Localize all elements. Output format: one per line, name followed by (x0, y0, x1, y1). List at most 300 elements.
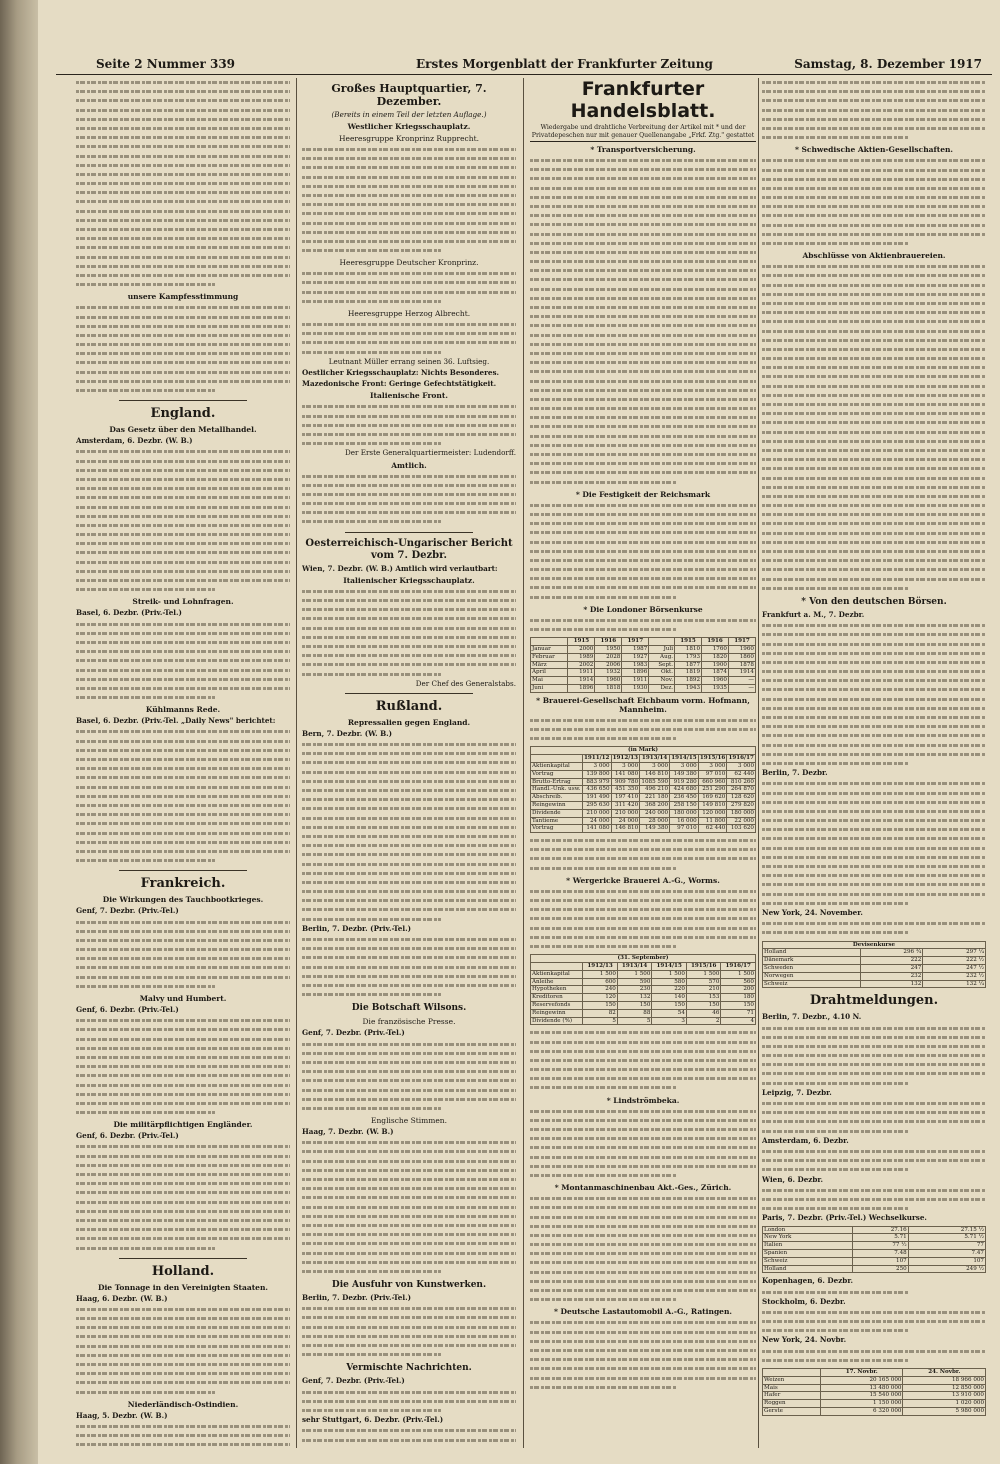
table-row (763, 980, 986, 988)
table-row (763, 1234, 986, 1242)
table-cell: 150 (652, 1001, 687, 1009)
table-cell: Hafer (763, 1392, 821, 1400)
column-3-handelsblatt (530, 78, 756, 1448)
dateline: Genf, 6. Dezbr. (Priv.-Tel.) (76, 1005, 179, 1014)
page-number: Seite 2 Nummer 339 (96, 57, 236, 71)
table-cell: 97 010 (698, 770, 727, 778)
article-heading: * Wergericke Brauerei A.-G., Worms. (566, 875, 720, 885)
table-cell: 150 (583, 1001, 618, 1009)
table-row (531, 1001, 756, 1009)
table-cell: 210 (686, 986, 721, 994)
table-header-cell: 1913/14 (617, 962, 652, 970)
table-cell: 141 080 (582, 825, 611, 833)
table-cell: 139 800 (582, 770, 611, 778)
table-cell: 1932 (595, 669, 622, 677)
dateline: Genf, 6. Dezbr. (Priv.-Tel.) (76, 1131, 179, 1141)
dateline: Stockholm, 6. Dezbr. (762, 1296, 846, 1306)
table-cell: 810 260 (727, 778, 756, 786)
table-cell: 141 080 (611, 770, 640, 778)
table-cell: Kreditoren (531, 994, 583, 1002)
reprint-notice: Wiedergabe und drahtliche Verbreitung der Artikel mit * und der Privatdepeschen nur mit genauer Quellenangabe „Frkf. Ztg." gestattet (530, 124, 756, 142)
column-1 (76, 78, 290, 1448)
table-cell: Juli (649, 645, 675, 653)
table-cell: 570 (686, 978, 721, 986)
table-cell: 1892 (675, 677, 702, 685)
table-row (531, 978, 756, 986)
dateline: Genf, 7. Dezbr. (Priv.-Tel.) (302, 1028, 405, 1038)
dateline: Berlin, 7. Dezbr., 4.10 N. (762, 1012, 862, 1022)
table-row (531, 645, 756, 653)
subheading: Repressalien gegen England. (347, 717, 471, 727)
table-cell: 169 620 (698, 794, 727, 802)
table-cell: 1 500 (721, 970, 756, 978)
table-cell: 28 000 (640, 817, 670, 825)
table-cell: 140 (652, 994, 687, 1002)
table-cell: 5 (583, 1017, 618, 1025)
table-row (763, 957, 986, 965)
table-cell: 149 380 (670, 770, 699, 778)
table-cell: — (729, 677, 756, 685)
table-cell: 2028 (595, 653, 622, 661)
table-row (531, 661, 756, 669)
table-row (531, 794, 756, 802)
table-header-cell: 1916 (595, 638, 622, 646)
table-cell: 1760 (702, 645, 729, 653)
dateline: Genf, 7. Dezbr. (Priv.-Tel.) (302, 1376, 405, 1386)
text-line: Oestlicher Kriegsschauplatz: Nichts Besonderes. (302, 367, 500, 377)
table-cell: 1987 (622, 645, 649, 653)
article-heading: Kühlmanns Rede. (145, 705, 221, 715)
table-cell: Reingewinn (531, 801, 583, 809)
table-cell: 1 500 (686, 970, 721, 978)
book-binding (0, 0, 38, 1464)
table-cell: Sept. (649, 661, 675, 669)
dateline: Amsterdam, 6. Dezbr. (W. B.) (76, 436, 193, 446)
table-cell: 590 (617, 978, 652, 986)
dateline: Leipzig, 7. Dezbr. (762, 1087, 832, 1097)
section-heading-england: England. (150, 406, 216, 422)
table-cell: 1983 (622, 661, 649, 669)
table-cell: 222 (860, 957, 923, 965)
table-cell: 1927 (622, 653, 649, 661)
table-cell: 7.47 (908, 1249, 985, 1257)
table-cell: Hypotheken (531, 986, 583, 994)
table-cell: 7.48 (852, 1249, 908, 1257)
table-cell: Dez. (649, 684, 675, 692)
table-cell: 2006 (595, 661, 622, 669)
table-row (531, 778, 756, 786)
table-cell: Italien (763, 1242, 853, 1250)
table-cell: 128 620 (727, 794, 756, 802)
table-cell: 15 540 000 (820, 1392, 903, 1400)
table-row (763, 972, 986, 980)
table-cell: April (531, 669, 568, 677)
table-cell: 1 500 (583, 970, 618, 978)
dateline: Berlin, 7. Dezbr. (762, 768, 828, 778)
table-cell: 97 010 (670, 825, 699, 833)
table-row (531, 994, 756, 1002)
table-cell: 180 000 (727, 809, 756, 817)
article-heading: Malvy und Humbert. (139, 994, 227, 1003)
section-heading-holland: Holland. (151, 1263, 215, 1279)
table-cell: 24 000 (611, 817, 640, 825)
table-cell: Schweden (763, 964, 861, 972)
table-cell: 1930 (622, 684, 649, 692)
table-cell: 1085 590 (641, 778, 669, 785)
table-header-cell: 1913/14 (640, 755, 670, 763)
table-cell: 54 (652, 1009, 687, 1017)
subheading: Italienische Front. (370, 391, 448, 401)
table-cell: 436 650 (582, 786, 611, 794)
table-cell: 660 960 (698, 778, 727, 786)
table-cell: 222 ½ (923, 957, 986, 965)
table-header-cell: 24. Novbr. (903, 1369, 986, 1377)
dateline: Haag, 7. Dezbr. (W. B.) (302, 1127, 394, 1137)
table-cell: 3 000 (611, 762, 640, 770)
table-cell: 180 (721, 994, 756, 1002)
table-row (531, 677, 756, 685)
table-header-cell (649, 638, 675, 646)
table-cell: 1911 (568, 669, 595, 677)
table-cell: 3 (652, 1017, 687, 1025)
table-cell: Holland (763, 949, 861, 957)
table-cell: 132 (617, 994, 652, 1002)
table-cell: 6 320 000 (820, 1408, 903, 1416)
table-cell: 1896 (622, 669, 649, 677)
table-cell: 153 (686, 994, 721, 1002)
table-row (531, 669, 756, 677)
table-header-cell (531, 638, 568, 646)
table-cell: 4 (721, 1017, 756, 1025)
table-cell: 150 (721, 1001, 756, 1009)
dateline: Wien, 7. Dezbr. (W. B.) Amtlich wird verlautbart: (302, 563, 498, 573)
table-cell: Dänemark (763, 957, 861, 965)
dateline: New York, 24. Novbr. (762, 1335, 847, 1345)
table-header-cell (763, 1369, 821, 1377)
table-cell: 146 810 (640, 770, 670, 778)
table-cell: 1793 (675, 653, 702, 661)
table-header-cell: 1912/13 (583, 962, 618, 970)
table-header-cell (531, 755, 583, 763)
table-row (763, 1408, 986, 1416)
dateline: Kopenhagen, 6. Dezbr. (762, 1276, 853, 1286)
table-cell: 264 870 (727, 786, 756, 794)
table-caption: (in Mark) (531, 747, 756, 755)
table-cell: 22 000 (727, 817, 756, 825)
article-heading: Niederländisch-Ostindien. (127, 1399, 239, 1409)
table-cell: Spanien (763, 1249, 853, 1257)
table-header-cell: 1915/16 (699, 755, 726, 762)
table-cell: 120 000 (698, 809, 727, 817)
table-cell: 107 (852, 1257, 908, 1265)
table-cell: 1877 (675, 661, 702, 669)
table-cell: 560 (721, 978, 756, 986)
table-cell: London (763, 1226, 853, 1234)
table-cell: 16 000 (670, 817, 699, 825)
table-cell: 18 966 000 (903, 1376, 986, 1384)
dateline: Basel, 6. Dezbr. (Priv.-Tel. „Daily News" berichtet: (76, 716, 276, 726)
table-header-cell: 1915 (675, 638, 702, 646)
table-cell: Gerste (763, 1408, 821, 1416)
table-cell: 12 850 000 (903, 1384, 986, 1392)
table-header-cell: 17. Novbr. (820, 1369, 903, 1377)
table-cell: 62 440 (698, 825, 727, 833)
article-heading-kunstwerke: Die Ausfuhr von Kunstwerken. (331, 1280, 487, 1291)
subheading: (Bereits in einem Teil der letzten Auflage.) (331, 110, 487, 119)
text-line: Mazedonische Front: Geringe Gefechtstätigkeit. (302, 379, 497, 389)
subheading: Amtlich. (391, 460, 427, 470)
table-cell: 20 165 000 (820, 1376, 903, 1384)
table-row (531, 825, 756, 833)
table-cell: Reingewinn (531, 1009, 583, 1017)
table-cell: Juni (531, 684, 568, 692)
table-cell: Januar (531, 645, 568, 653)
table-cell: 132 ¼ (923, 980, 986, 988)
dateline: Wien, 6. Dezbr. (762, 1174, 824, 1184)
table-cell: 82 (583, 1009, 618, 1017)
article-heading: Abschlüsse von Aktienbrauereien. (802, 251, 946, 261)
article-heading: * Brauerei-Gesellschaft Eichbaum vorm. Hofmann, Mannheim. (536, 695, 750, 714)
table-cell: Vortrag (531, 770, 583, 778)
table-cell: Aktienkapital (531, 970, 583, 978)
table-cell: 1820 (702, 653, 729, 661)
table-cell: 77 (908, 1242, 985, 1250)
dateline: Basel, 6. Dezbr. (Priv.-Tel.) (76, 608, 182, 618)
table-cell: Schweiz (763, 1257, 853, 1265)
table-row (763, 1257, 986, 1265)
table-cell: Roggen (763, 1400, 821, 1408)
table-cell: Anleihe (531, 978, 583, 986)
table-cell: 1896 (568, 684, 595, 692)
table-row (531, 1017, 756, 1025)
table-cell: 230 (617, 986, 652, 994)
table-cell: 1 500 (617, 970, 652, 978)
table-cell: 424 680 (670, 786, 699, 794)
table-row (763, 1384, 986, 1392)
table-row (763, 964, 986, 972)
dateline: Bern, 7. Dezbr. (W. B.) (302, 728, 393, 738)
table-cell: Aktienkapital (531, 762, 583, 770)
subheading: Heeresgruppe Deutscher Kronprinz. (339, 258, 479, 268)
subheading: Die französische Presse. (362, 1017, 456, 1027)
table-row (531, 684, 756, 692)
table-cell: 883 979 (582, 778, 611, 786)
table-cell: 221 180 (640, 794, 670, 802)
table-wormser-brauerei (530, 954, 756, 1025)
table-cell: 46 (686, 1009, 721, 1017)
table-cell: Abschreib. (531, 794, 583, 802)
table-caption: Devisenkurse (763, 941, 986, 949)
table-cell: 297 ¼ (923, 949, 986, 957)
table-row (531, 809, 756, 817)
table-cell: Brutto-Ertrag (531, 778, 583, 786)
section-heading-drahtmeldungen: Drahtmeldungen. (809, 993, 939, 1009)
subheading: Heeresgruppe Herzog Albrecht. (347, 309, 471, 318)
dateline: Berlin, 7. Dezbr. (Priv.-Tel.) (302, 923, 411, 933)
table-cell: 279 820 (727, 801, 756, 809)
table-cell: 1943 (675, 684, 702, 692)
article-heading: * Lindströmbeka. (606, 1095, 680, 1105)
section-heading-boersen: * Von den deutschen Börsen. (801, 596, 947, 607)
table-cell: Norwegen (763, 972, 861, 980)
table-cell: 580 (652, 978, 687, 986)
table-row (763, 949, 986, 957)
table-cell: 236 450 (670, 794, 699, 802)
table-row (763, 1265, 986, 1273)
table-cell: 107 (908, 1257, 985, 1265)
table-cell: 3 000 (727, 762, 756, 770)
table-row (531, 1009, 756, 1017)
table-brauerei-eichbaum (530, 746, 756, 833)
table-cell: 1878 (729, 661, 756, 669)
table-cell: 24 000 (582, 817, 611, 825)
section-title-handelsblatt: Frankfurter Handelsblatt. (570, 78, 716, 122)
table-cell: 180 000 (670, 809, 699, 817)
table-row (531, 770, 756, 778)
table-header-cell: 1914/15 (652, 962, 687, 970)
table-cell: 1900 (702, 661, 729, 669)
table-cell: Okt. (649, 669, 675, 677)
table-cell: 62 440 (727, 770, 756, 778)
table-cell: 240 (583, 986, 618, 994)
table-row (531, 986, 756, 994)
table-cell: 200 (721, 986, 756, 994)
table-cell: 296 ¾ (860, 949, 923, 957)
table-row (763, 1400, 986, 1408)
table-cell: 232 (860, 972, 923, 980)
column-2 (302, 78, 516, 1448)
article-heading: * Transportversicherung. (590, 145, 696, 154)
table-row (531, 653, 756, 661)
table-cell: 2000 (568, 645, 595, 653)
table-cell: Mai (531, 677, 568, 685)
table-cell: 1 020 000 (903, 1400, 986, 1408)
table-header-cell: 1916/17 (728, 755, 754, 762)
table-cell: 5.71 ½ (908, 1234, 985, 1242)
table-cell: 600 (583, 978, 618, 986)
table-cell: 5 (617, 1017, 652, 1025)
table-cell: Reservefonds (531, 1001, 583, 1009)
table-cell: 13 480 000 (820, 1384, 903, 1392)
table-cell: 71 (721, 1009, 756, 1017)
dateline: Frankfurt a. M., 7. Dezbr. (762, 609, 865, 619)
article-heading: * Die Londoner Börsenkurse (583, 604, 703, 614)
table-cell: Mais (763, 1384, 821, 1392)
table-cell: 27.15 ½ (908, 1226, 985, 1234)
section-heading-frankreich: Frankreich. (140, 876, 226, 892)
table-cell: 2 (686, 1017, 721, 1025)
signature-line: Der Erste Generalquartiermeister: Ludendorff. (345, 448, 516, 458)
subheading: Heeresgruppe Kronprinz Rupprecht. (339, 134, 479, 143)
table-cell: 1960 (729, 645, 756, 653)
table-cell: 909 780 (611, 778, 640, 786)
dateline: Genf, 7. Dezbr. (Priv.-Tel.) (76, 906, 179, 916)
table-cell: Februar (531, 653, 568, 661)
table-cell: 251 290 (698, 786, 727, 794)
table-cell: 451 350 (611, 786, 640, 794)
article-heading-vermischtes: Vermischte Nachrichten. (346, 1363, 472, 1374)
dateline: Haag, 5. Dezbr. (W. B.) (76, 1410, 168, 1420)
table-cell: 197 410 (611, 794, 640, 802)
article-heading: Die militärpflichtigen Engländer. (113, 1120, 253, 1130)
dateline: Haag, 6. Dezbr. (W. B.) (76, 1293, 168, 1303)
article-heading: Die Wirkungen des Tauchbootkrieges. (102, 895, 264, 905)
table-cell: 2002 (568, 661, 595, 669)
table-row (531, 762, 756, 770)
table-cell: 1911 (622, 677, 649, 685)
table-caption: (31. September) (531, 955, 756, 963)
table-cell: 146 810 (611, 825, 640, 833)
article-heading: * Schwedische Aktien-Gesellschaften. (794, 145, 954, 155)
table-header-cell: 1917 (622, 638, 649, 646)
text-line: Leutnant Müller errang seinen 36. Luftsieg. (328, 356, 490, 366)
article-heading-hauptquartier: Großes Hauptquartier, 7. Dezember. (331, 82, 487, 108)
table-header-cell: 1911/12 (584, 755, 610, 762)
table-cell: 5.71 (852, 1234, 908, 1242)
table-cell: 77 ½ (852, 1242, 908, 1250)
table-cell: 240 000 (640, 809, 670, 817)
table-cell: 1960 (702, 677, 729, 685)
table-cell: 247 ½ (923, 964, 986, 972)
table-paris-wechselkurse (762, 1226, 986, 1274)
table-row (763, 1226, 986, 1234)
table-row (531, 970, 756, 978)
table-cell: 311 420 (611, 801, 640, 809)
table-cell: 103 620 (727, 825, 756, 833)
table-cell: 5 980 000 (903, 1408, 986, 1416)
table-cell: 3 000 (670, 762, 699, 770)
table-cell: Aug. (649, 653, 675, 661)
table-header-cell (531, 962, 583, 970)
table-cell: 149 810 (698, 801, 727, 809)
table-cell: 496 210 (640, 786, 670, 794)
table-cell: 295 630 (582, 801, 611, 809)
table-cell: Dividende (531, 809, 583, 817)
table-cell: Schweiz (763, 980, 861, 988)
table-cell: 1860 (729, 653, 756, 661)
table-header-cell: 1912/13 (612, 755, 639, 762)
dateline: New York, 24. November. (762, 907, 863, 917)
table-cell: 1874 (702, 669, 729, 677)
table-cell: 3 000 (582, 762, 611, 770)
table-cell: 1 500 (652, 970, 687, 978)
table-cell: 1935 (702, 684, 729, 692)
table-cell: — (729, 684, 756, 692)
table-devisenkurse (762, 941, 986, 989)
article-heading: Streik- und Lohnfragen. (132, 597, 234, 607)
table-header-cell: 1915/16 (686, 962, 721, 970)
table-row (531, 817, 756, 825)
column-rule (296, 78, 297, 1448)
column-4 (762, 78, 986, 1448)
article-heading: Das Gesetz über den Metallhandel. (109, 425, 257, 435)
masthead (56, 56, 992, 75)
table-cell: 220 (652, 986, 687, 994)
dateline: Paris, 7. Dezbr. (Priv.-Tel.) Wechselkurse. (762, 1213, 927, 1223)
table-cell: Holland (763, 1265, 853, 1273)
table-cell: 368 200 (640, 801, 670, 809)
table-cell: 250 (852, 1265, 908, 1273)
table-row (531, 801, 756, 809)
table-cell: 210 000 (582, 809, 611, 817)
table-header-cell: 1917 (729, 638, 756, 646)
table-cell: 1960 (595, 677, 622, 685)
table-cell: 1810 (675, 645, 702, 653)
article-heading: Westlicher Kriegsschauplatz. (347, 122, 471, 131)
table-cell: 1989 (568, 653, 595, 661)
table-cell: 11 800 (698, 817, 727, 825)
section-heading: unsere Kampfesstimmung (127, 292, 239, 302)
